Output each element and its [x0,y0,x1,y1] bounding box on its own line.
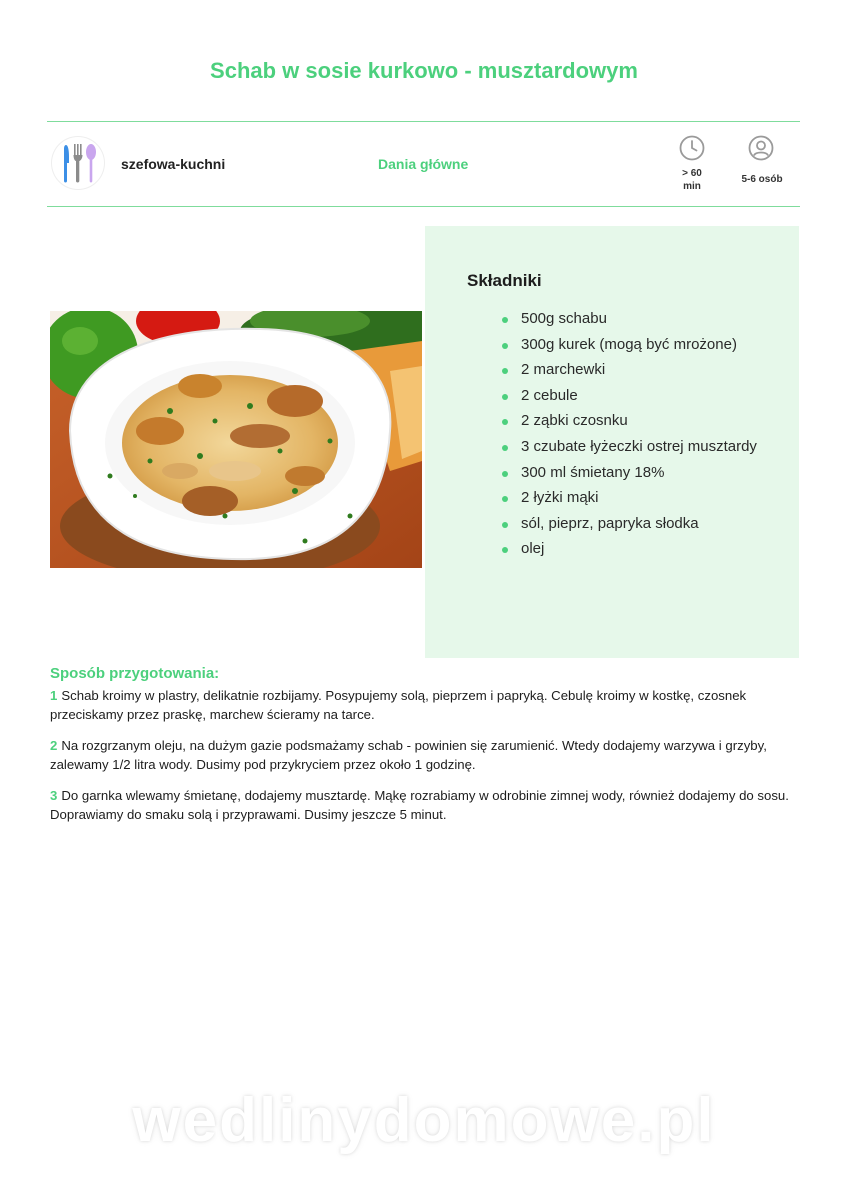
ingredients-list [502,306,782,562]
method-step [50,787,800,824]
clock-icon [679,135,705,161]
ingredients-panel [425,226,799,658]
ingredient-item: 2 cebule [502,383,782,409]
ingredient-item: 500g schabu [502,306,782,332]
step-text: Na rozgrzanym oleju, na dużym gazie podsmażamy schab - powinien się zarumienić. Wtedy dodajemy warzywa i grzyby, zalewamy 1/2 litra wody. Dusimy pod przykryciem przez około 1 godzinę. [50,738,767,772]
method-title: Sposób przygotowania: [50,665,220,682]
bottom-divider [47,206,800,207]
step-number: 1 [50,688,58,703]
top-divider [47,121,800,122]
servings: 5-6 osób [741,174,783,185]
user-icon [748,135,774,161]
step-text: Do garnka wlewamy śmietanę, dodajemy musztardę. Mąkę rozrabiamy w odrobinie zimnej wody, również dodajemy do sosu. Doprawiamy do smaku solą i przyprawami. Dusimy jeszcze 5 minut. [50,788,789,822]
ingredient-item: 2 łyżki mąki [502,485,782,511]
recipe-category[interactable]: Dania główne [378,156,469,172]
ingredient-item: 3 czubate łyżeczki ostrej musztardy [502,434,782,460]
ingredient-item: 300g kurek (mogą być mrożone) [502,332,782,358]
step-number: 2 [50,738,58,753]
ingredients-title: Składniki [467,271,542,290]
prep-time-value: > 60 [682,168,702,179]
ingredient-item: 2 marchewki [502,357,782,383]
step-text: Schab kroimy w plastry, delikatnie rozbijamy. Posypujemy solą, pieprzem i papryką. Cebulę kroimy w kostkę, czosnek przeciskamy przez praskę, marchew ścieramy na tarce. [50,688,747,722]
ingredient-item: 300 ml śmietany 18% [502,460,782,486]
recipe-photo [50,311,422,568]
ingredient-item: olej [502,536,782,562]
author-name[interactable]: szefowa-kuchni [121,156,226,172]
watermark: wedlinydomowe.pl [132,1086,716,1155]
prep-time-unit: min [683,181,701,192]
cutlery-logo-icon [52,137,104,189]
author-avatar[interactable] [52,137,104,189]
method-step [50,687,800,724]
method-step [50,737,800,774]
method-steps [50,687,800,837]
ingredient-item: 2 ząbki czosnku [502,408,782,434]
prep-time [670,167,714,193]
recipe-title: Schab w sosie kurkowo - musztardowym [210,58,638,83]
ingredient-item: sól, pieprz, papryka słodka [502,511,782,537]
step-number: 3 [50,788,58,803]
